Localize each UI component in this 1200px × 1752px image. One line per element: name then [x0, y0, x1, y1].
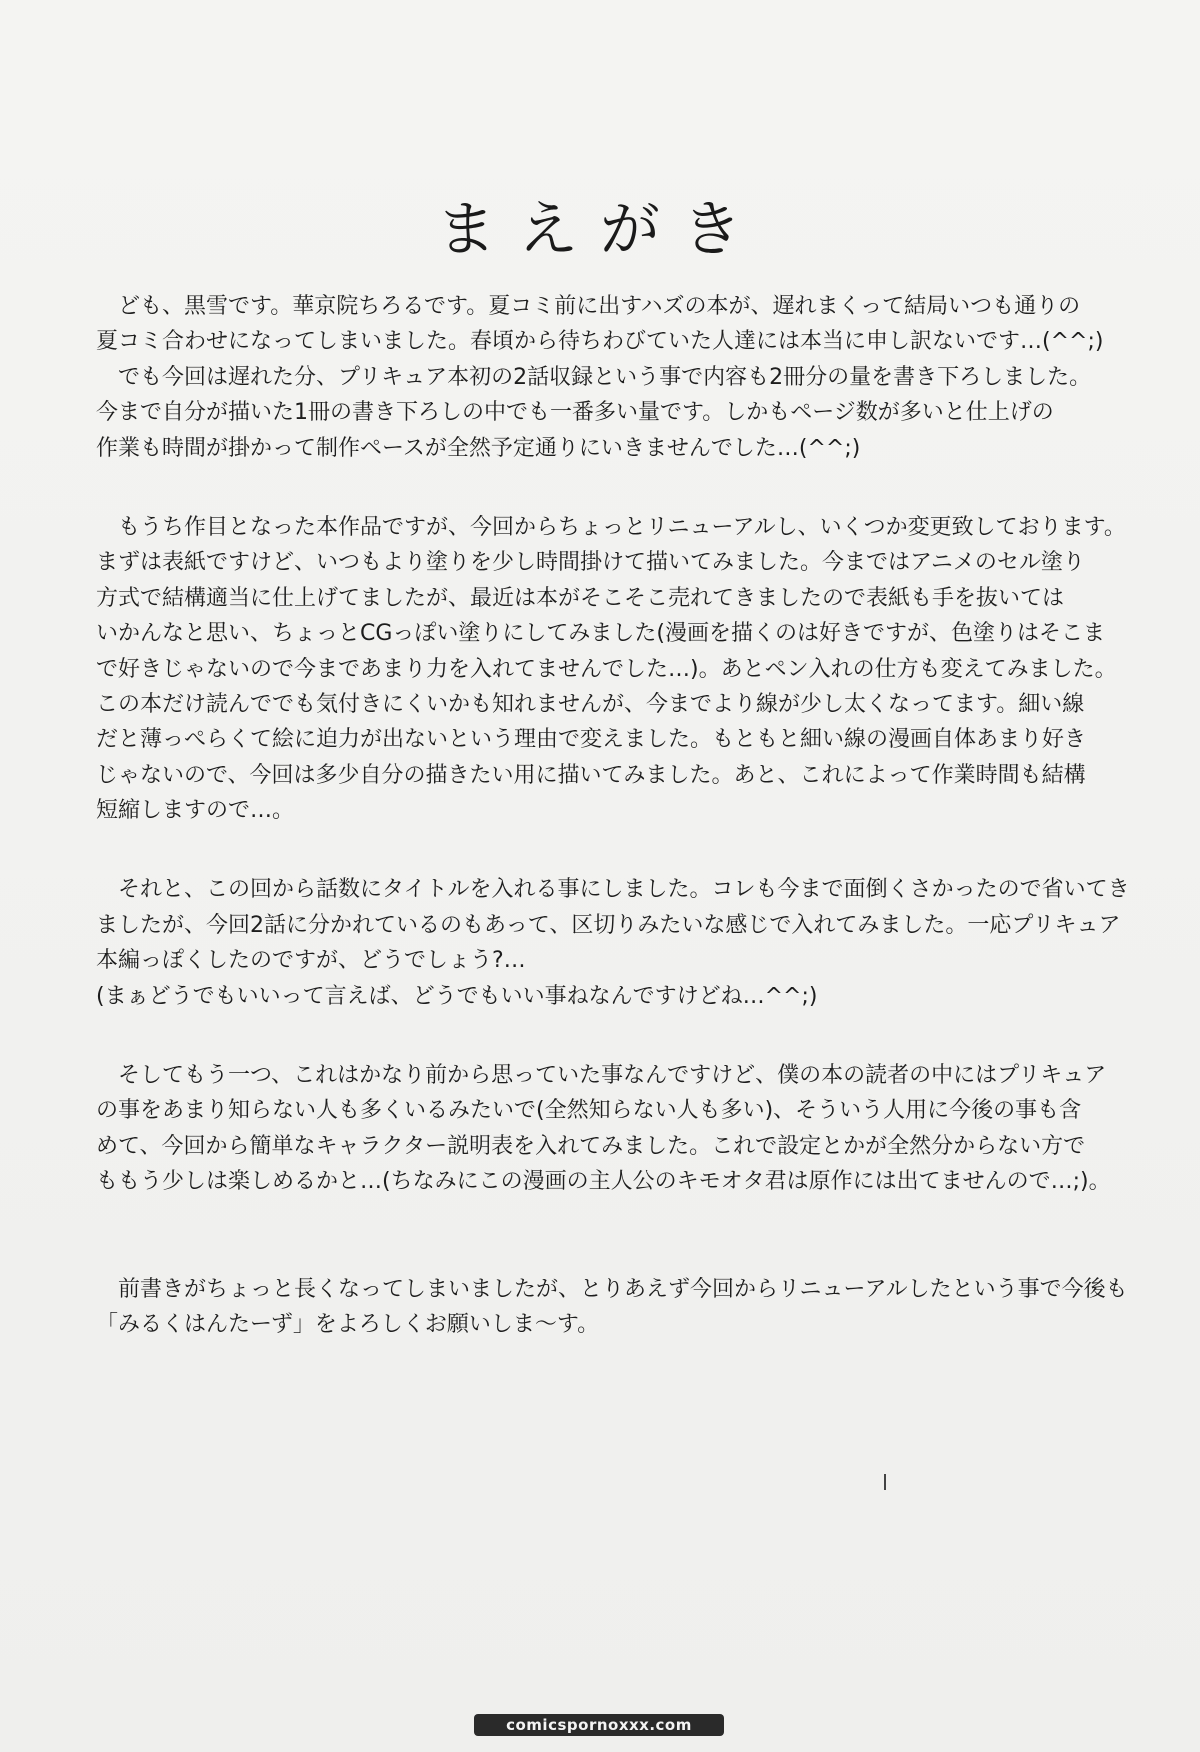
text-line: 短縮しますので…。	[96, 798, 295, 824]
text-line: まずは表紙ですけど、いつもより塗りを少し時間掛けて描いてみました。今まではアニメのセル塗り	[96, 550, 1085, 576]
pen-mark	[884, 1474, 886, 1490]
watermark-badge: comicspornoxxx.com	[474, 1714, 724, 1736]
text-line: で好きじゃないので今まであまり力を入れてませんでした…)。あとペン入れの仕方も変えてみました。	[96, 656, 1117, 682]
text-line: もうち作目となった本作品ですが、今回からちょっとリニューアルし、いくつか変更致しております。	[118, 514, 1126, 540]
text-line: ども、黒雪です。華京院ちろるです。夏コミ前に出すハズの本が、遅れまくって結局いつも通りの	[118, 294, 1081, 319]
text-line: じゃないので、今回は多少自分の描きたい用に描いてみました。あと、これによって作業時間も結構	[96, 762, 1086, 788]
text-line: (まぁどうでもいいって言えば、どうでもいい事ねなんですけどね…^^;)	[96, 983, 818, 1009]
text-line: 作業も時間が掛かって制作ペースが全然予定通りにいきませんでした…(^^;)	[96, 435, 861, 461]
text-line: 今まで自分が描いた1冊の書き下ろしの中でも一番多い量です。しかもページ数が多いと仕上げの	[96, 400, 1054, 426]
page-title: まえがき	[436, 195, 764, 265]
text-line: 方式で結構適当に仕上げてましたが、最近は本がそこそこ売れてきましたので表紙も手を抜いては	[96, 585, 1065, 611]
paragraph-gap	[96, 828, 1116, 872]
paragraph-1	[96, 289, 1116, 466]
text-line: 前書きがちょっと長くなってしまいましたが、とりあえず今回からリニューアルしたという事で今後も	[118, 1276, 1128, 1302]
text-line: それと、この回から話数にタイトルを入れる事にしました。コレも今まで面倒くさかったので省いてき	[118, 877, 1130, 903]
text-line: でも今回は遅れた分、プリキュア本初の2話収録という事で内容も2冊分の量を書き下ろしました。	[118, 364, 1092, 390]
paragraph-3	[96, 872, 1130, 1014]
paragraph-5	[96, 1272, 1128, 1343]
paragraph-4	[96, 1058, 1116, 1200]
paragraph-gap	[96, 466, 1116, 510]
text-line: ももう少しは楽しめるかと…(ちなみにこの漫画の主人公のキモオタ君は原作には出てませんので…;)。	[96, 1169, 1111, 1195]
foreword-body	[96, 289, 1130, 1342]
text-line: の事をあまり知らない人も多くいるみたいで(全然知らない人も多い)、そういう人用に今後の事も含	[96, 1098, 1082, 1124]
paragraph-2	[96, 510, 1126, 829]
text-line: ましたが、今回2話に分かれているのもあって、区切りみたいな感じで入れてみました。一応プリキュア	[96, 912, 1121, 938]
text-line: 「みるくはんたーず」をよろしくお願いしま〜す。	[96, 1311, 600, 1337]
text-line: この本だけ読んででも気付きにくいかも知れませんが、今までより線が少し太くなってます。細い線	[96, 691, 1085, 717]
text-line: 夏コミ合わせになってしまいました。春頃から待ちわびていた人達には本当に申し訳ないです…(^^;)	[96, 329, 1104, 355]
text-line: めて、今回から簡単なキャラクター説明表を入れてみました。これで設定とかが全然分からない方で	[96, 1133, 1086, 1159]
text-line: だと薄っぺらくて絵に迫力が出ないという理由で変えました。もともと細い線の漫画自体あまり好き	[96, 727, 1087, 753]
paragraph-gap	[96, 1014, 1116, 1058]
text-line: そしてもう一つ、これはかなり前から思っていた事なんですけど、僕の本の読者の中にはプリキュア	[118, 1063, 1107, 1089]
text-line: いかんなと思い、ちょっとCGっぽい塗りにしてみました(漫画を描くのは好きですが、色塗りはそこま	[96, 621, 1105, 647]
text-line: 本編っぽくしたのですが、どうでしょう?…	[96, 948, 526, 974]
paragraph-gap	[96, 1200, 1116, 1272]
